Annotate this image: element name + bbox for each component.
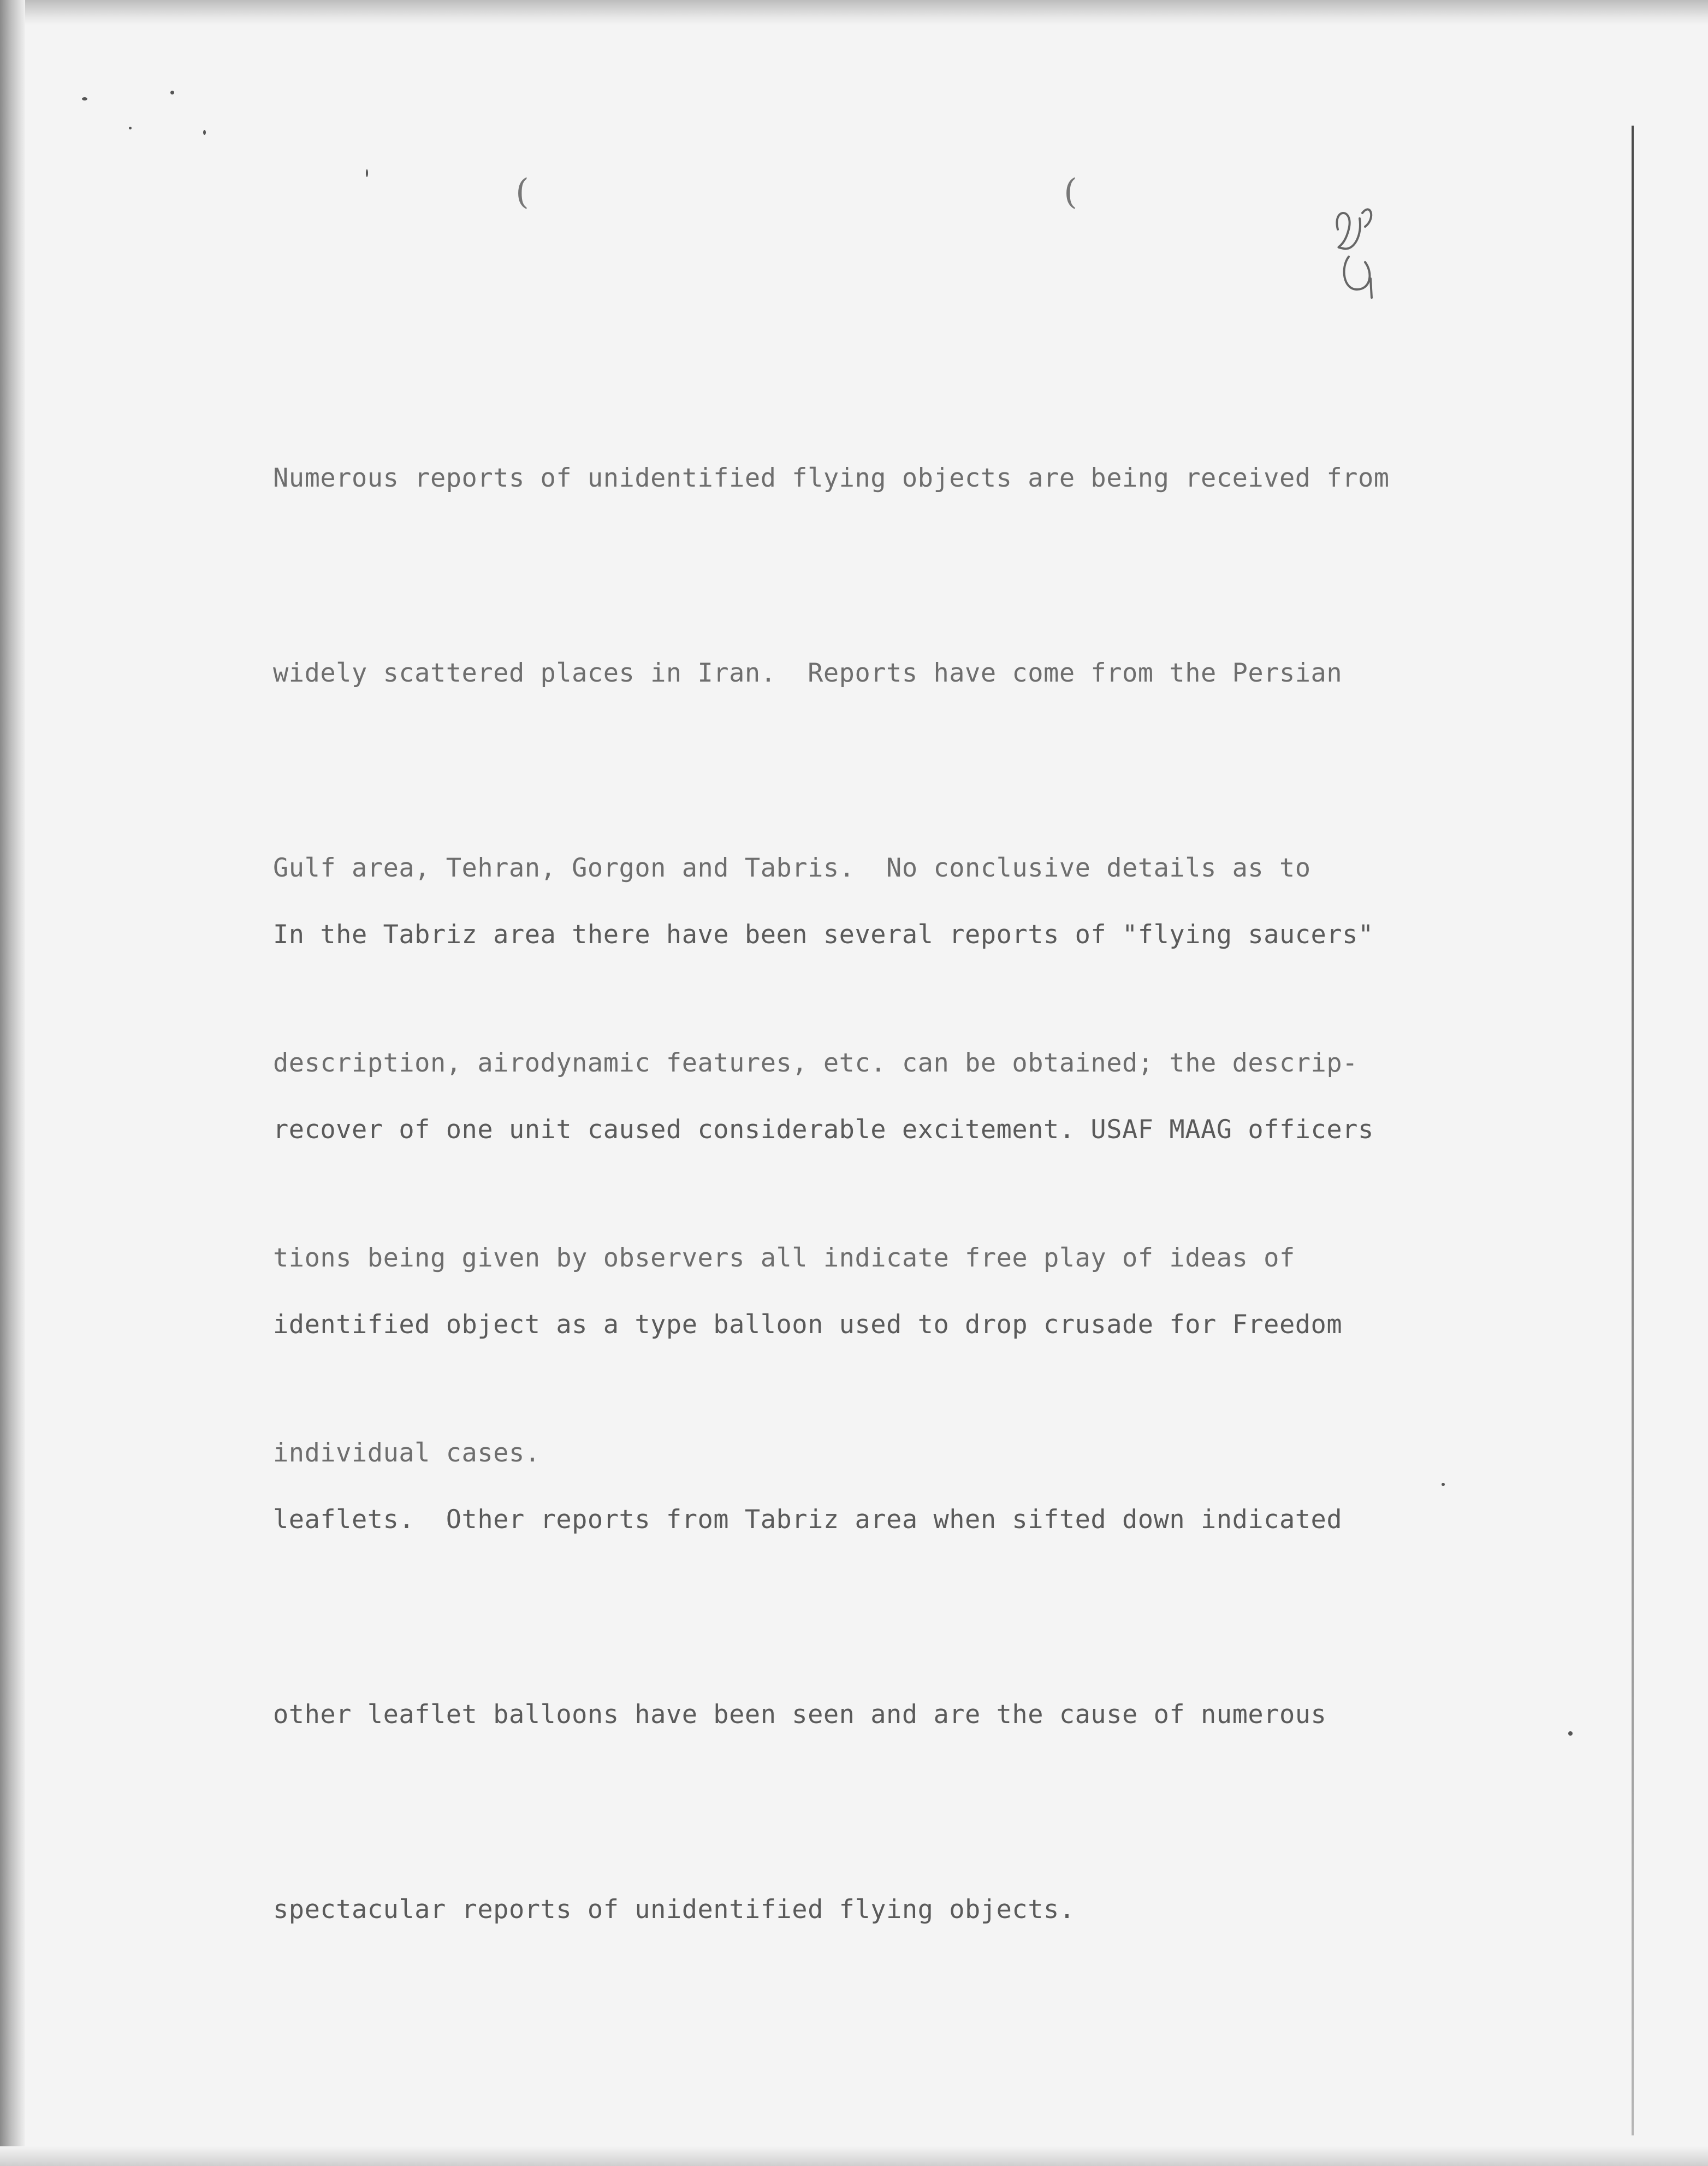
- page-edge-line: [1632, 126, 1634, 2135]
- text-line: In the Tabriz area there have been several reports of "flying saucers": [273, 920, 1374, 950]
- text-line: other leaflet balloons have been seen and are the cause of numerous: [273, 1700, 1327, 1730]
- handwritten-initials: [1310, 197, 1398, 306]
- scan-edge-left: [0, 0, 25, 2166]
- scan-edge-bottom: [0, 2146, 1708, 2166]
- text-line: recover of one unit caused considerable excitement. USAF MAAG officers: [273, 1115, 1374, 1145]
- text-line: leaflets. Other reports from Tabriz area when sifted down indicated: [273, 1505, 1343, 1535]
- scan-speck: [170, 91, 174, 94]
- scan-speck: [203, 130, 206, 135]
- text-line: Numerous reports of unidentified flying objects are being received from: [273, 463, 1390, 493]
- scan-speck: [1568, 1731, 1573, 1736]
- text-line: Gulf area, Tehran, Gorgon and Tabris. No conclusive details as to: [273, 853, 1311, 883]
- scan-edge-top: [0, 0, 1708, 25]
- scan-speck: [82, 97, 87, 100]
- text-line: widely scattered places in Iran. Reports have come from the Persian: [273, 658, 1343, 688]
- text-line: individual cases.: [273, 1438, 541, 1468]
- text-line: tions being given by observers all indicate free play of ideas of: [273, 1243, 1295, 1273]
- stray-parenthesis-mark: (: [515, 172, 529, 212]
- stray-parenthesis-mark: (: [1064, 172, 1077, 212]
- text-line: description, airodynamic features, etc. can be obtained; the descrip-: [273, 1048, 1358, 1078]
- scan-speck: [366, 169, 368, 177]
- scan-speck: [129, 127, 132, 129]
- text-line: spectacular reports of unidentified flying objects.: [273, 1895, 1075, 1925]
- text-line: identified object as a type balloon used to drop crusade for Freedom: [273, 1310, 1343, 1340]
- paragraph-tabriz-balloons: [273, 772, 1463, 2072]
